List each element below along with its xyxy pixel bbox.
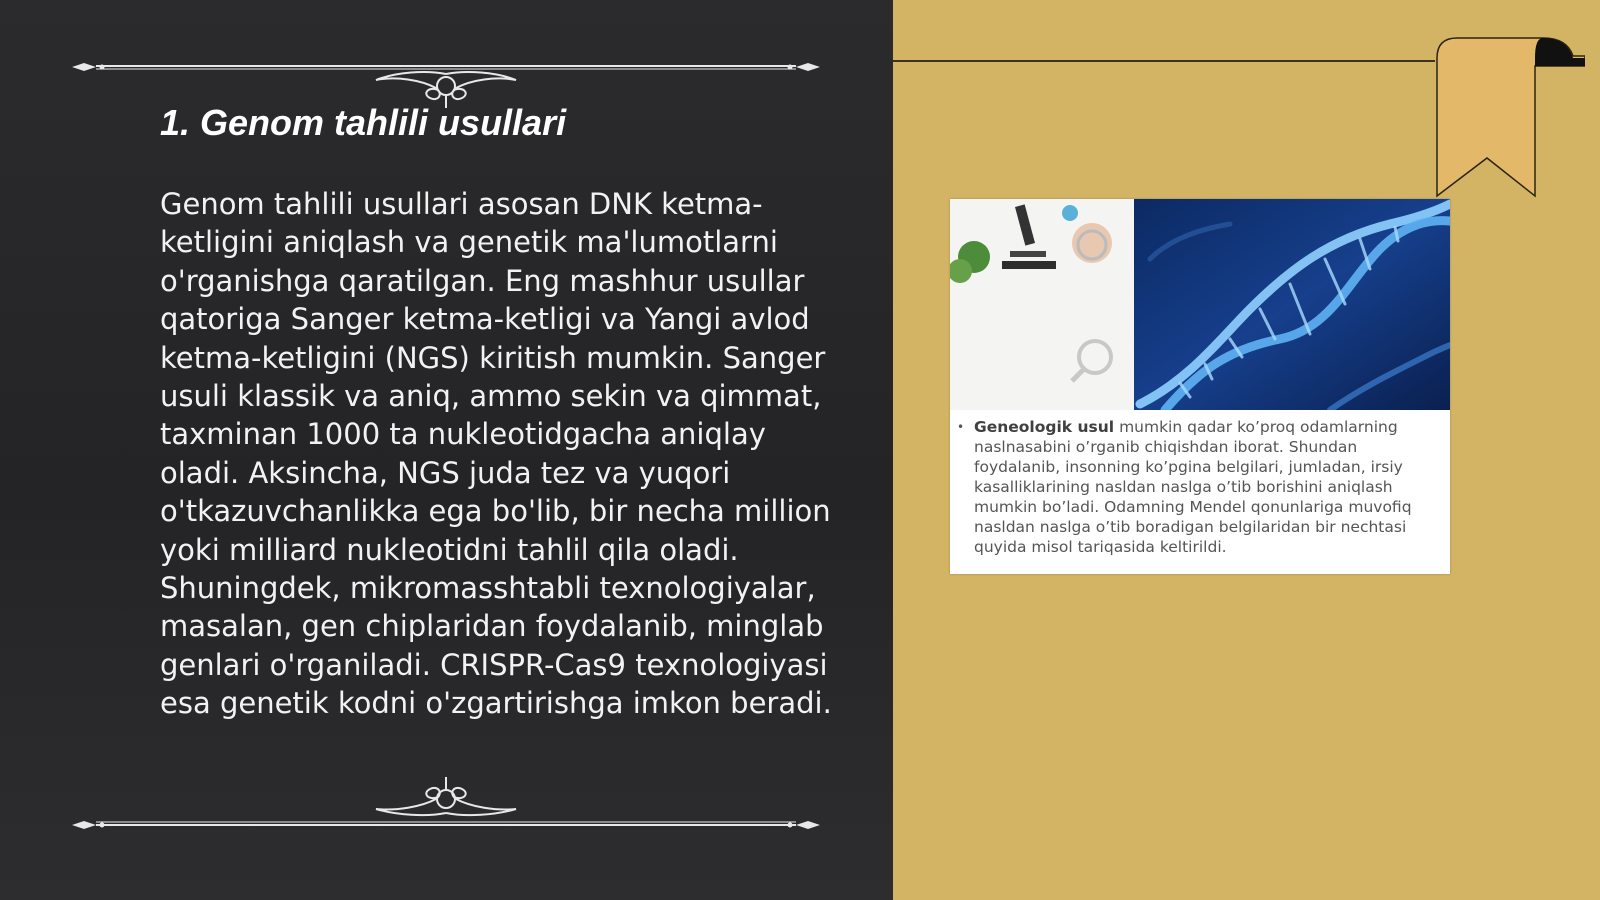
card-bullet-text (957, 417, 1441, 557)
card-description: mumkin qadar ko’proq odamlarning naslnasabini o’rganib chiqishdan iborat. Shundan foydalanib, insonning ko’pgina belgilari, jumladan, irsiy kasalliklarining nasldan naslga o’tib borishini aniqlash mumkin bo’ladi. Odamning Mendel qonunlariga muvofiq nasldan naslga o’tib boradigan belgilaridan bir nechtasi quyida misol tariqasida keltirildi. (974, 418, 1412, 556)
card-lead-term: Geneologik usul (974, 418, 1115, 436)
ornament-divider-icon (66, 773, 826, 833)
image-card (950, 199, 1450, 574)
bookmark-icon (1435, 36, 1585, 201)
bullet-dot-icon: • (957, 420, 965, 434)
body-paragraph: Genom tahlili usullari asosan DNK ketma-ketligini aniqlash va genetik ma'lumotlarni o'rganishga qaratilgan. Eng mashhur usullar qatoriga Sanger ketma-ketligi va Yangi avlod ketma-ketligini (NGS) kiritish mumkin. Sanger usuli klassik va aniq, ammo sekin va qimmat, taxminan 1000 ta nukleotidgacha aniqlay oladi. Aksincha, NGS juda tez va yuqori o'tkazuvchanlikka ega bo'lib, bir necha million yoki milliard nukleotidni tahlil qila oladi. Shuningdek, mikromasshtabli texnologiyalar, masalan, gen chiplaridan foydalanib, minglab genlari o'rganiladi. CRISPR-Cas9 texnologiyasi esa genetik kodni o'zgartirishga imkon beradi. (160, 187, 832, 721)
top-divider-line (893, 60, 1435, 62)
dna-photo (950, 199, 1450, 410)
slide-title: 1. Genom tahlili usullari (160, 102, 567, 143)
